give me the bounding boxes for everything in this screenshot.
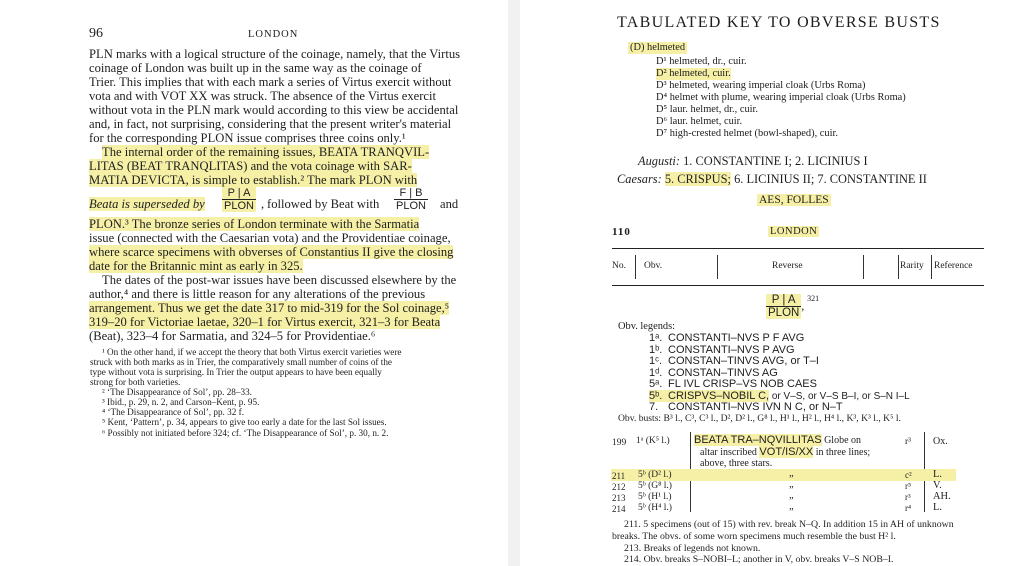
footnote: ⁵ Kent, ‘Pattern’, p. 34, appears to give too early a date for the last Sol issues. (102, 417, 387, 427)
bust-heading: (D) helmeted (630, 42, 686, 53)
obv-busts: Obv. busts: B³ l., C³, C³ l., D², D² l., G⁸ l., H¹ l., H² l., H⁴ l., K³, K³ l., K⁵ l. (618, 413, 901, 424)
row-reference: AH. (933, 491, 951, 502)
bust-item: D³ helmeted, wearing imperial cloak (Urbs Roma) (656, 80, 866, 91)
column-header: Obv. (644, 261, 663, 271)
row-obv: 5ᵇ (H¹ l.) (638, 492, 672, 502)
bust-item: D⁶ laur. helmet, cuir. (656, 116, 743, 127)
row-rarity: r⁴ (905, 503, 912, 513)
running-head: LONDON (770, 226, 818, 237)
row-reverse-cont: altar inscribed VOT/IS/XX in three lines; (700, 446, 871, 458)
row-reference: L. (933, 469, 942, 480)
row-reverse: BEATA TRA–NQVILLITAS Globe on (694, 434, 862, 446)
caesars-line: Caesars: 5. CRISPUS; 6. LICINIUS II; 7. CONSTANTINE II (617, 172, 927, 186)
table-header (612, 248, 984, 286)
body-line: coinage of London was built up in the same way as the coinage of (89, 61, 422, 75)
body-line-highlight: The internal order of the remaining issues, BEATA TRANQVIL- (102, 145, 430, 159)
mint-mark: $\frac{P | A}{\text{PLON}}$ , $^{321}$ (768, 294, 820, 319)
row-rarity: c² (905, 470, 912, 480)
body-line: without vota in the PLN mark would according to this view be accidental (89, 103, 459, 117)
row-reverse: „ (789, 468, 794, 479)
column-header: Rarity (900, 261, 924, 271)
bust-item-highlight: D² helmeted, cuir. (656, 68, 731, 79)
column-header: Reverse (772, 261, 803, 271)
body-line: vota and with VOT XX was struck. The absence of the Virtus exercit (89, 89, 437, 103)
row-number: 213 (612, 493, 626, 503)
body-line-highlight: arrangement. Thus we get the date 317 to mid-319 for the Sol coinage,⁵ (89, 301, 450, 315)
table-note: breaks. The obvs. of some worn specimens much resemble the bust H² l. (612, 531, 896, 542)
table-note: 211. 5 specimens (out of 15) with rev. break N–Q. In addition 15 in AH of unknown (624, 519, 954, 530)
body-line: The dates of the post-war issues have been discussed elsewhere by the (102, 273, 457, 287)
body-line-highlight: where scarce specimens with obverses of Constantius II give the closing (89, 245, 454, 259)
right-page (520, 0, 1020, 566)
footnote: ¹ On the other hand, if we accept the theory that both Virtus exercit varieties were (102, 347, 402, 357)
row-number: 212 (612, 482, 626, 492)
row-obv: 5ᵇ (H⁴ l.) (638, 503, 672, 513)
row-number: 199 (612, 438, 627, 448)
running-head: LONDON (248, 29, 299, 40)
row-reference: Ox. (933, 436, 948, 447)
mark-pa-plon: P | A PLON (224, 187, 254, 212)
row-reverse: „ (789, 490, 794, 501)
row-obv: 5ᵇ (G⁸ l.) (638, 481, 672, 491)
bust-item: D⁵ laur. helmet, dr., cuir. (656, 104, 759, 115)
obv-legends-label: Obv. legends: (618, 321, 676, 332)
footnote: type without vota is surprising. In Trier the output appears to have been equally (90, 367, 382, 377)
body-line-highlight: PLON.³ The bronze series of London terminate with the Sarmatia (89, 217, 420, 231)
page-number: 96 (89, 26, 103, 41)
bust-item: D¹ helmeted, dr., cuir. (656, 56, 747, 67)
page-title: TABULATED KEY TO OBVERSE BUSTS (617, 14, 941, 31)
body-line-highlight: LITAS (BEAT TRANQLITAS) and the vota coinage with SAR- (89, 159, 412, 173)
body-line: author,⁴ and there is little reason for any alterations of the previous (89, 287, 426, 301)
left-page: 96 LONDON PLN marks with a logical structure of the coinage, namely, that the Virtus coinage of London was built up in the same way as the coinage of Trier. This implies that with each mark a series of Virtus exercit without vota and with VOT XX was struck. The absence of the Virtus exercit without vota in the PLN mark would according to this view be accidental and, in fact, not surprising, considering that the present writer's material for the corresponding PLON issue comprises three coins only.¹ The internal order of the remaining issues, BEATA TRANQVIL- LITAS (BEAT TRANQLITAS) and the vota coinage with SAR- MATIA DEVICTA, is simple to establish.² The mark PLON with Beata is superseded by P | A PLON , followed by Beat with F | B PLON and PLON.³ The bronze series of London terminate with the Sarmatia issue (connected with the Caesarian vota) and the Providentiae coinage, where scarce specimens with obverses of Constantius II give the closing date for the Britannic mint as early in 325. The dates of the post-war issues have been discussed elsewhere by the author,⁴ and there is little reason for any alterations of the previous arrangement. Thus we get the date 317 to mid-319 for the Sol coinage,⁵ 319–20 for Victoriae laetae, 320–1 for Virtus exercit, 321–3 for Beata (Beat), 323–4 for Sarmatia, and 324–5 for Providentiae.⁶ ¹ On the other hand, if we accept the theory that both Virtus exercit varieties were struck with both marks as in Trier, the comparatively small number of coins of the type without vota is surprising. In Trier the output appears to have been equally strong for both varieties. ² ‘The Disappearance of Sol’, pp. 28–33. ³ Ibid., p. 29, n. 2, and Carson–Kent, p. 95. ⁴ ‘The Disappearance of Sol’, pp. 32 f. ⁵ Kent, ‘Pattern’, p. 34, appears to give too early a date for the last Sol issues. ⁶ Possibly not initiated before 324; cf. ‘The Disappearance of Sol’, p. 30, n. 2. (0, 0, 508, 566)
row-reference: L. (933, 502, 942, 513)
legend-item-highlight: 5ᵇ. CRISPVS–NOBIL C, or V–S, or V–S B–I, or S–N I–L (649, 390, 910, 402)
body-line: PLN marks with a logical structure of the coinage, namely, that the Virtus (89, 47, 461, 61)
bust-item: D⁷ high-crested helmet (bowl-shaped), cuir. (656, 128, 838, 139)
row-obv: 1ᵃ (K⁵ l.) (636, 436, 670, 446)
legend-item: 5ᵃ. FL IVL CRISP–VS NOB CAES (649, 378, 817, 390)
row-rarity: r³ (905, 492, 911, 502)
body-line-highlight: MATIA DEVICTA, is simple to establish.² The mark PLON with (89, 173, 418, 187)
row-reverse: „ (789, 501, 794, 512)
page-number: 110 (612, 226, 631, 238)
footnote: ⁴ ‘The Disappearance of Sol’, pp. 32 f. (102, 407, 244, 417)
bust-item: D⁴ helmet with plume, wearing imperial cloak (Urbs Roma) (656, 92, 906, 103)
footnote: strong for both varieties. (90, 377, 181, 387)
legend-item: 1ᵃ. CONSTANTI–NVS P F AVG (649, 332, 805, 344)
column-header: Reference (934, 261, 973, 271)
legend-item: 1ᵇ. CONSTANTI–NVS P AVG (649, 344, 795, 356)
legend-item: 1ᵈ. CONSTAN–TINVS AG (649, 367, 778, 379)
legend-item: 7. CONSTANTI–NVS IVN N C, or N–T (649, 401, 843, 413)
legend-item: 1ᶜ. CONSTAN–TINVS AVG, or T–I (649, 355, 819, 367)
footnote: ³ Ibid., p. 29, n. 2, and Carson–Kent, p. 95. (102, 397, 260, 407)
augusti-line: Augusti: 1. CONSTANTINE I; 2. LICINIUS I (638, 154, 868, 168)
body-line: issue (connected with the Caesarian vota) and the Providentiae coinage, (89, 231, 451, 245)
footnote: ⁶ Possibly not initiated before 324; cf. ‘The Disappearance of Sol’, p. 30, n. 2. (102, 428, 389, 438)
row-number: 214 (612, 504, 626, 514)
body-line: for the corresponding PLON issue comprises three coins only.¹ (89, 131, 406, 145)
mark-fb-plon: F | B PLON (396, 187, 426, 212)
table-note: 214. Obv. breaks S–NOBI–L; another in V, obv. breaks V–S NOB–I. (624, 554, 894, 565)
row-reverse: „ (789, 479, 794, 490)
body-line-highlight: 319–20 for Victoriae laetae, 320–1 for Virtus exercit, 321–3 for Beata (89, 315, 441, 329)
body-line: Trier. This implies that with each mark a series of Virtus exercit without (89, 75, 452, 89)
row-rarity: r³ (905, 437, 912, 447)
body-line-highlight: date for the Britannic mint as early in 325. (89, 259, 303, 273)
row-reference: V. (933, 480, 942, 491)
row-reverse-cont: above, three stars. (700, 458, 773, 469)
body-line: and, in fact, not surprising, considering that the present writer's material (89, 117, 452, 131)
footnote: ² ‘The Disappearance of Sol’, pp. 28–33. (102, 387, 252, 397)
row-obv: 5ᵇ (D² l.) (638, 470, 672, 480)
row-rarity: r⁵ (905, 481, 912, 491)
denomination: AES, FOLLES (759, 194, 829, 206)
column-header: No. (612, 261, 626, 271)
body-line: (Beat), 323–4 for Sarmatia, and 324–5 for Providentiae.⁶ (89, 329, 376, 343)
table-note: 213. Breaks of legends not known. (624, 543, 761, 554)
row-number: 211 (612, 471, 626, 481)
footnote: struck with both marks as in Trier, the comparatively small number of coins of the (90, 357, 392, 367)
